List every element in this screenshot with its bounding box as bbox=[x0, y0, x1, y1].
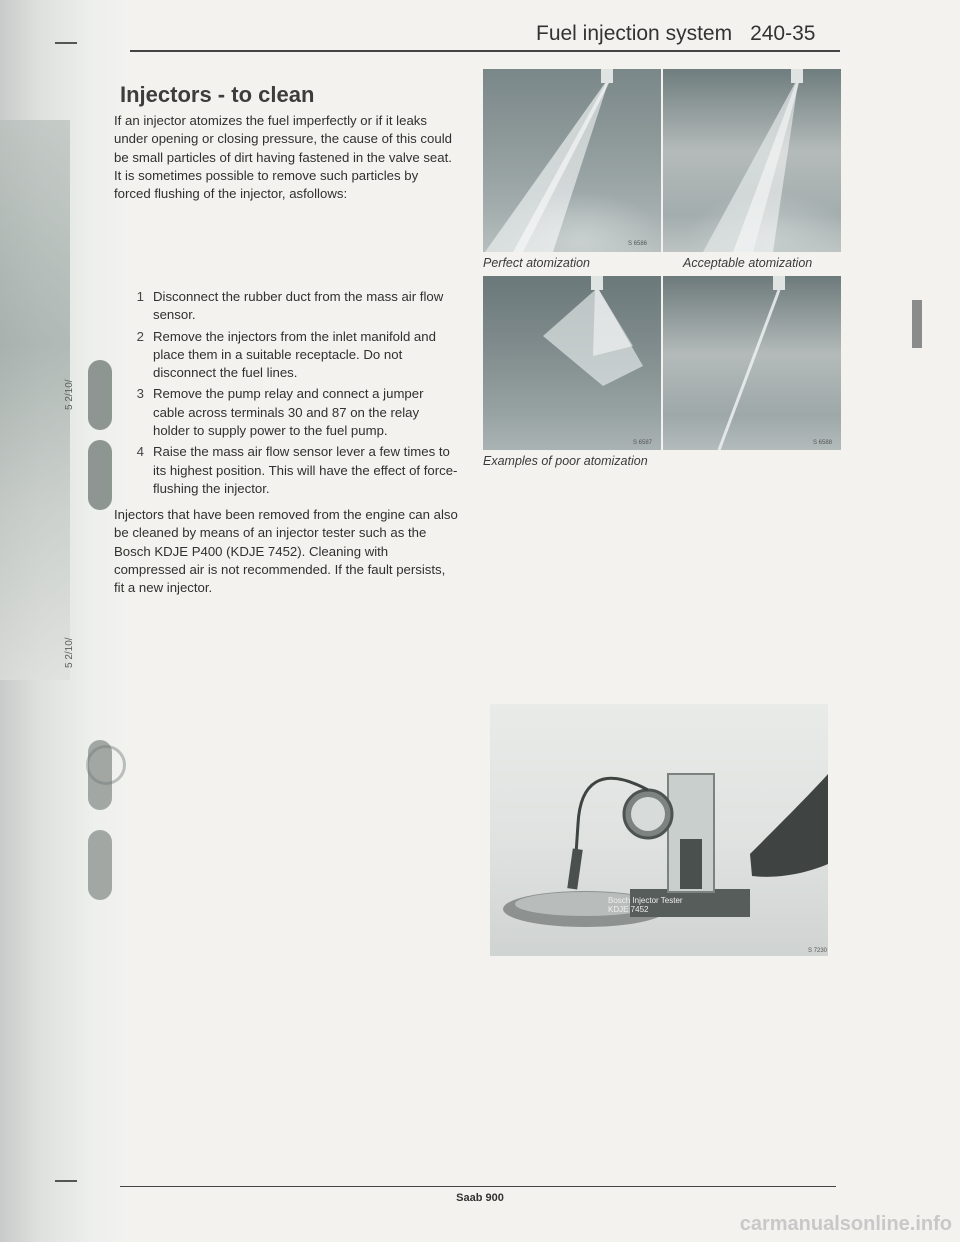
step-text: Raise the mass air flow sensor lever a few times to its highest position. This will have the effect of force-flushing the injector. bbox=[153, 444, 458, 496]
binder-shadow bbox=[0, 120, 70, 680]
step-number: 1 bbox=[136, 289, 144, 304]
caption-perfect-atomization: Perfect atomization bbox=[483, 256, 590, 270]
step-item bbox=[114, 328, 458, 383]
side-stamp: 5 2/10/ bbox=[64, 637, 75, 668]
photo-injector-tester bbox=[490, 704, 828, 956]
punch-hole bbox=[88, 830, 112, 900]
spray-stream-icon bbox=[663, 276, 841, 450]
photo-code: S 6587 bbox=[633, 440, 653, 446]
tester-label bbox=[608, 896, 683, 914]
injector-tester-icon bbox=[490, 704, 828, 956]
outro-paragraph: Injectors that have been removed from the engine can also be cleaned by means of an injector tester such as the Bosch KDJE P400 (KDJE 7452). Cleaning with compressed air is not recommended. If the fault persists, fit a new injector. bbox=[114, 507, 458, 596]
step-number: 3 bbox=[136, 386, 144, 402]
photo-code: S 6586 bbox=[628, 241, 648, 247]
step-item bbox=[114, 385, 458, 440]
step-item bbox=[114, 288, 458, 325]
spray-cone-icon bbox=[483, 276, 661, 450]
spray-cone-icon bbox=[483, 69, 661, 252]
page-number: 240-35 bbox=[750, 22, 816, 45]
tester-label-line: KDJE 7452 bbox=[608, 905, 649, 914]
step-number: 4 bbox=[136, 444, 144, 460]
header-tick bbox=[55, 42, 77, 44]
step-item bbox=[114, 443, 458, 498]
photo-poor-atomization-1 bbox=[483, 276, 661, 450]
section-title: Injectors - to clean bbox=[120, 82, 315, 107]
step-number: 2 bbox=[136, 328, 144, 344]
punch-hole bbox=[88, 440, 112, 510]
punch-hole bbox=[88, 360, 112, 430]
intro-paragraph: If an injector atomizes the fuel imperfectly or if it leaks under opening or closing pressure, the cause of this could be small particles of dirt having fastened in the valve seat. It is sometimes possible to remove such particles by forced flushing of the injector, asfollows: bbox=[114, 113, 452, 202]
spray-cone-icon bbox=[663, 69, 841, 252]
step-text: Remove the pump relay and connect a jumper cable across terminals 30 and 87 on the relay holder to supply power to the fuel pump. bbox=[153, 386, 424, 439]
step-text: Disconnect the rubber duct from the mass air flow sensor. bbox=[153, 289, 444, 323]
photo-acceptable-atomization bbox=[663, 69, 841, 252]
caption-acceptable-atomization: Acceptable atomization bbox=[683, 256, 813, 270]
punch-hole bbox=[88, 740, 112, 810]
procedure-steps bbox=[114, 288, 458, 501]
header-rule bbox=[130, 50, 840, 52]
footer-model: Saab 900 bbox=[456, 1192, 504, 1204]
page-header bbox=[536, 22, 815, 46]
photo-poor-atomization-2 bbox=[663, 276, 841, 450]
side-stamp: 5 2/10/ bbox=[64, 379, 75, 410]
caption-poor-atomization: Examples of poor atomization bbox=[483, 454, 648, 468]
photo-perfect-atomization bbox=[483, 69, 661, 252]
footer-rule bbox=[120, 1186, 836, 1187]
watermark: carmanualsonline.info bbox=[739, 1213, 952, 1235]
footer-tick bbox=[55, 1180, 77, 1182]
photo-code: S 6588 bbox=[813, 440, 833, 446]
chapter-edge-tab bbox=[912, 300, 922, 348]
tester-label-line: Bosch Injector Tester bbox=[608, 896, 683, 905]
chapter-title: Fuel injection system bbox=[536, 22, 733, 45]
photo-code: S 7230 bbox=[808, 948, 828, 954]
step-text: Remove the injectors from the inlet manifold and place them in a suitable receptacle. Do not disconnect the fuel lines. bbox=[153, 328, 436, 381]
